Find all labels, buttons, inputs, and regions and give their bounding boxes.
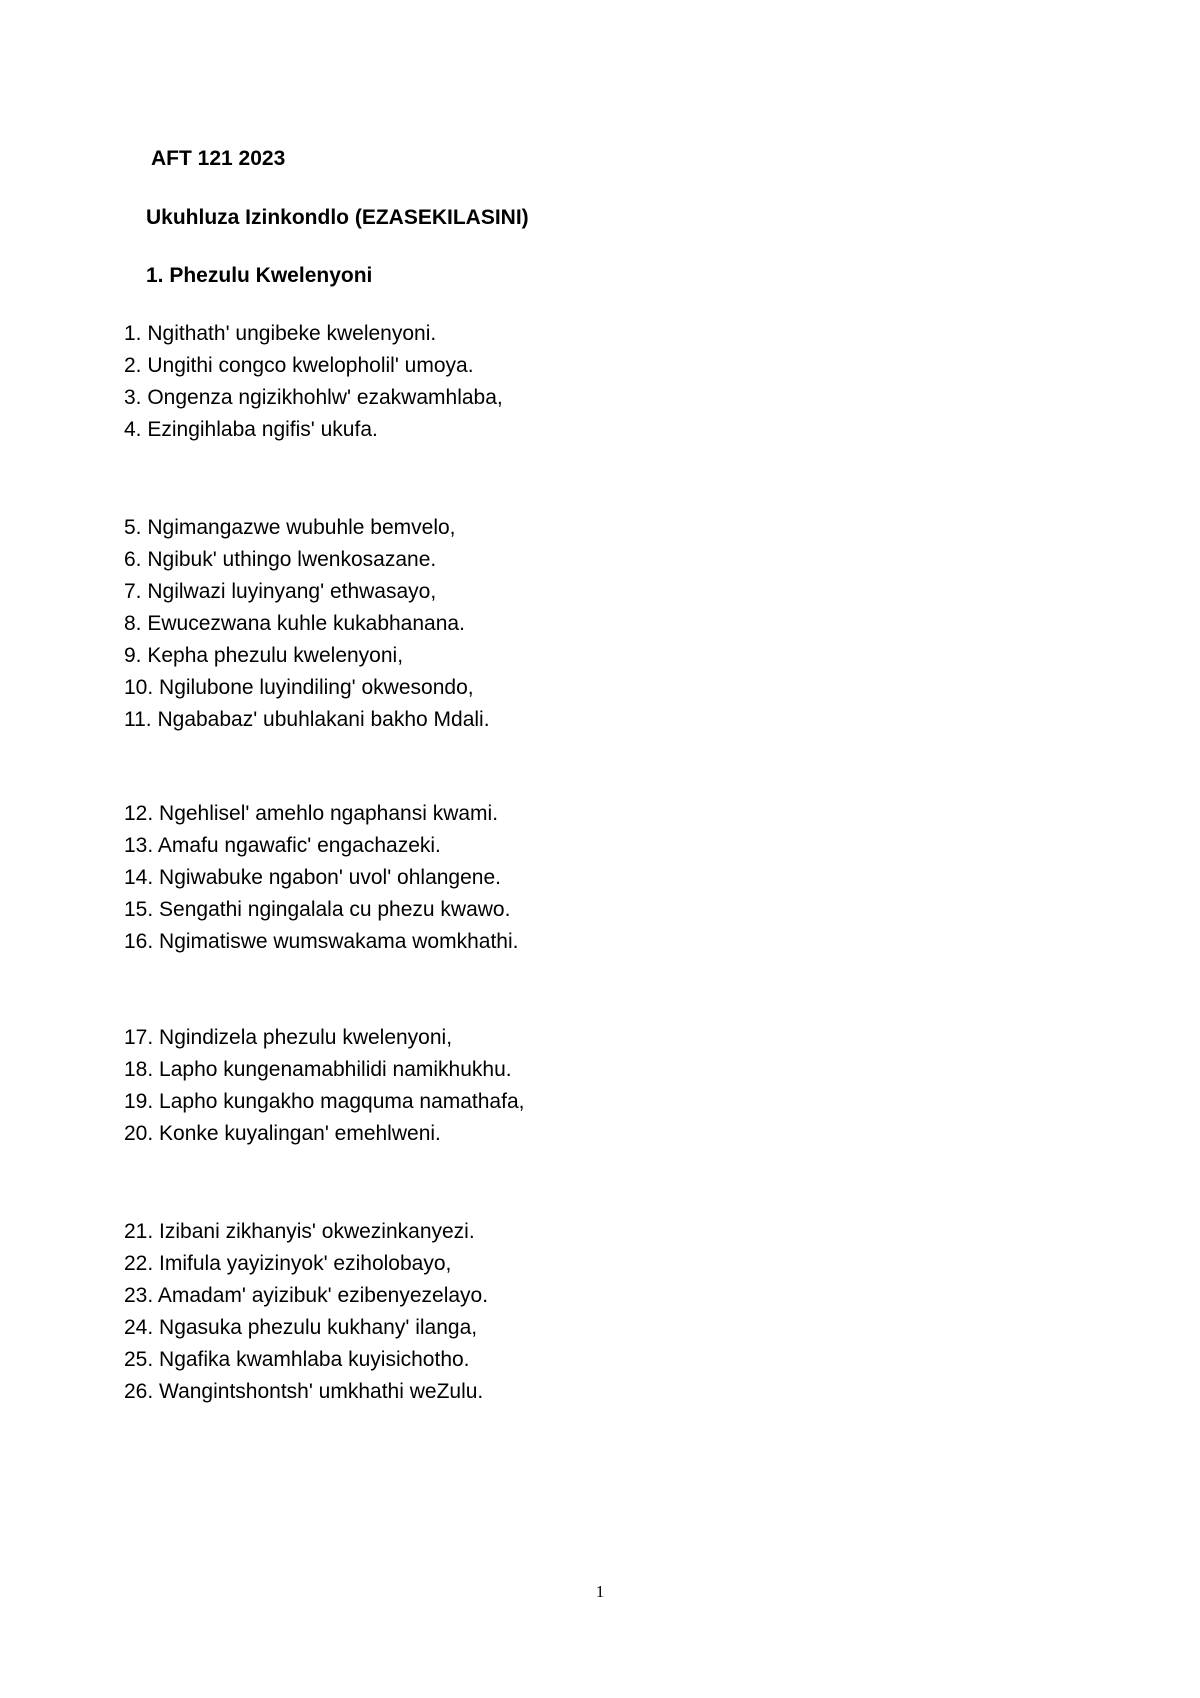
poem-line: 11. Ngababaz' ubuhlakani bakho Mdali. xyxy=(124,708,490,731)
poem-line: 16. Ngimatiswe wumswakama womkhathi. xyxy=(124,930,519,953)
stanza-4 xyxy=(124,1022,524,1150)
poem-line: 23. Amadam' ayizibuk' ezibenyezelayo. xyxy=(124,1284,489,1307)
stanza-3 xyxy=(124,798,518,958)
poem-line: 14. Ngiwabuke ngabon' uvol' ohlangene. xyxy=(124,866,501,889)
stanza-5 xyxy=(124,1216,488,1408)
poem-line: 15. Sengathi ngingalala cu phezu kwawo. xyxy=(124,898,511,921)
poem-line: 12. Ngehlisel' amehlo ngaphansi kwami. xyxy=(124,802,499,825)
poem-line: 13. Amafu ngawafic' engachazeki. xyxy=(124,834,441,857)
stanza-1 xyxy=(124,318,503,446)
poem-line: 17. Ngindizela phezulu kwelenyoni, xyxy=(124,1026,453,1049)
poem-line: 21. Izibani zikhanyis' okwezinkanyezi. xyxy=(124,1220,475,1243)
poem-line: 25. Ngafika kwamhlaba kuyisichotho. xyxy=(124,1348,470,1371)
poem-line: 26. Wangintshontsh' umkhathi weZulu. xyxy=(124,1380,484,1403)
course-heading: AFT 121 2023 xyxy=(151,147,286,170)
poem-line: 10. Ngilubone luyindiling' okwesondo, xyxy=(124,676,474,699)
poem-line: 5. Ngimangazwe wubuhle bemvelo, xyxy=(124,516,456,539)
poem-title: 1. Phezulu Kwelenyoni xyxy=(146,264,373,287)
poem-line: 7. Ngilwazi luyinyang' ethwasayo, xyxy=(124,580,437,603)
page-number: 1 xyxy=(595,1582,605,1601)
poem-line: 1. Ngithath' ungibeke kwelenyoni. xyxy=(124,322,437,345)
poem-line: 20. Konke kuyalingan' emehlweni. xyxy=(124,1122,441,1145)
poem-line: 22. Imifula yayizinyok' eziholobayo, xyxy=(124,1252,452,1275)
poem-line: 19. Lapho kungakho magquma namathafa, xyxy=(124,1090,525,1113)
poem-line: 3. Ongenza ngizikhohlw' ezakwamhlaba, xyxy=(124,386,503,409)
poem-line: 2. Ungithi congco kwelopholil' umoya. xyxy=(124,354,474,377)
stanza-2 xyxy=(124,512,490,736)
poem-line: 8. Ewucezwana kuhle kukabhanana. xyxy=(124,612,465,635)
subject-heading: Ukuhluza Izinkondlo (EZASEKILASINI) xyxy=(146,206,529,229)
poem-line: 6. Ngibuk' uthingo lwenkosazane. xyxy=(124,548,437,571)
poem-line: 18. Lapho kungenamabhilidi namikhukhu. xyxy=(124,1058,512,1081)
poem-line: 4. Ezingihlaba ngifis' ukufa. xyxy=(124,418,378,441)
poem-line: 9. Kepha phezulu kwelenyoni, xyxy=(124,644,404,667)
poem-line: 24. Ngasuka phezulu kukhany' ilanga, xyxy=(124,1316,478,1339)
